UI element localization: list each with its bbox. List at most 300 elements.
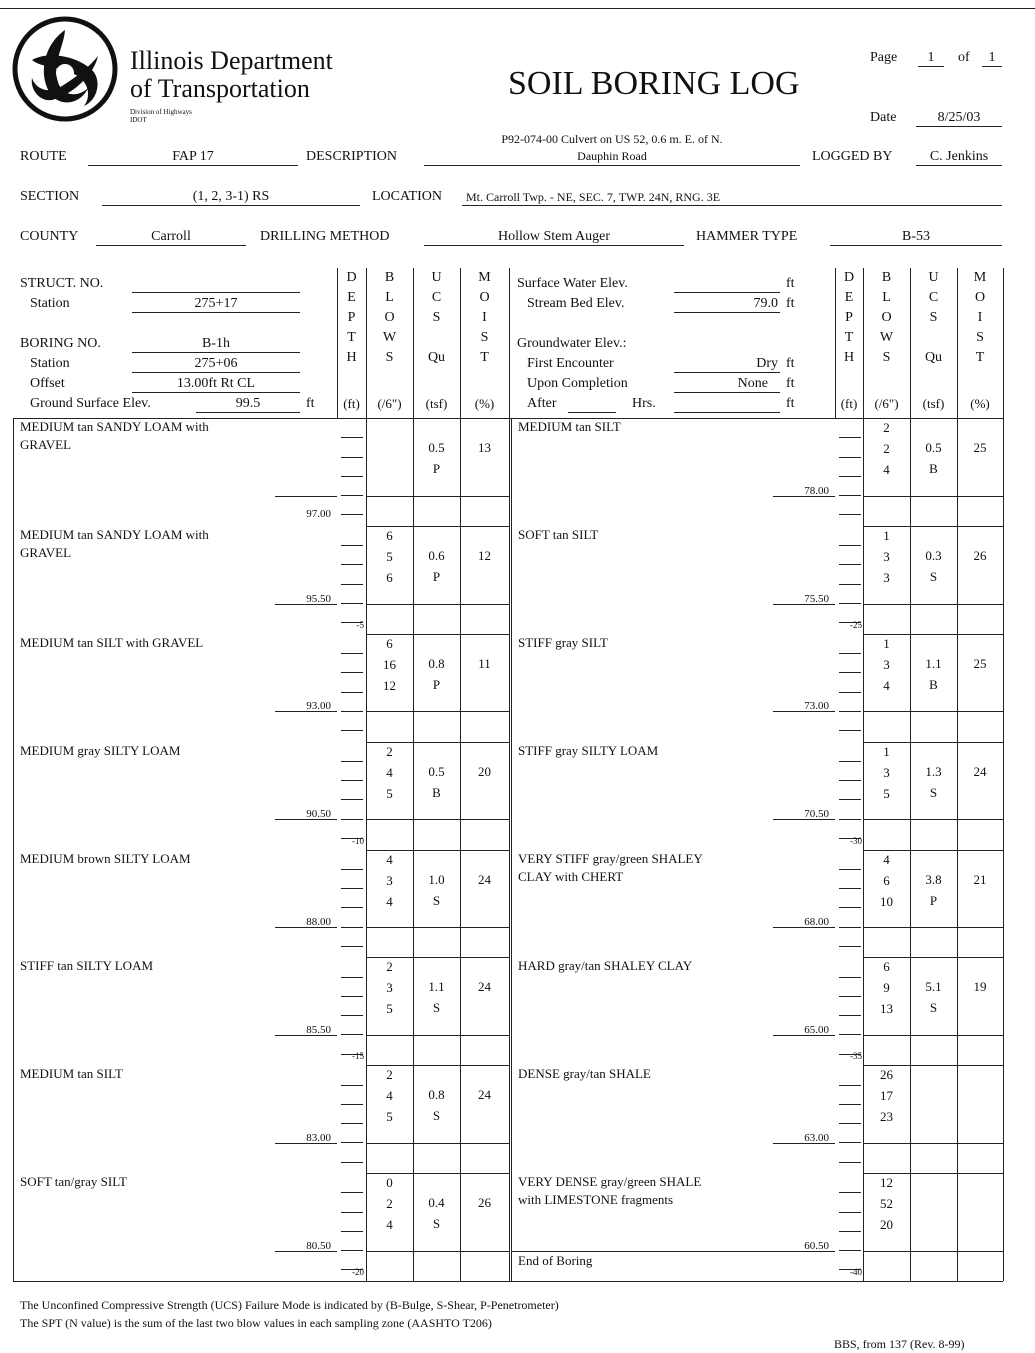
depth-mark: -40 <box>850 1267 862 1277</box>
drilling-method-value: Hollow Stem Auger <box>498 229 610 244</box>
sample-row-line <box>863 957 1003 958</box>
left-col-unit-blows: (/6") <box>377 396 402 411</box>
right-col-header-moist: T <box>975 350 985 365</box>
left-col-header-ucs: Qu <box>427 350 446 365</box>
depth-tick <box>839 1142 861 1143</box>
ucs-qu: 3.8 <box>925 871 942 887</box>
blow-count: 4 <box>386 764 393 780</box>
sample-zone-line <box>863 1035 1003 1036</box>
ground-elev-unit: ft <box>306 396 315 411</box>
grid-bottom-rule <box>13 1281 1003 1282</box>
sample-zone-line <box>863 1143 1003 1144</box>
offset-underline <box>132 392 300 393</box>
right-col-unit-ucs: (tsf) <box>922 396 945 411</box>
station2-underline <box>132 372 300 373</box>
blow-count: 6 <box>883 959 890 975</box>
left-col-header-moist: I <box>482 310 487 325</box>
blow-count: 3 <box>883 656 890 672</box>
sample-zone-line <box>863 927 1003 928</box>
depth-mark: -10 <box>352 835 364 846</box>
drilling-method-label: DRILLING METHOD <box>260 229 390 244</box>
sample-row-line <box>863 850 1003 851</box>
blow-count: 3 <box>883 569 890 585</box>
depth-mark: -35 <box>850 1051 862 1062</box>
location-underline <box>462 205 1002 206</box>
hammer-type-value: B-53 <box>902 229 930 244</box>
elev-leader-line <box>275 819 337 820</box>
layer-description-cont: with LIMESTONE fragments <box>518 1192 674 1208</box>
org-division: Division of Highways <box>130 108 192 116</box>
groundwater-label: Groundwater Elev.: <box>517 336 627 351</box>
layer-bottom-elev: 93.00 <box>306 700 331 713</box>
blow-count: 3 <box>386 980 393 996</box>
footer-note-spt: The SPT (N value) is the sum of the last two blow values in each sampling zone (AASHTO T206) <box>20 1316 492 1330</box>
depth-mark: -30 <box>850 835 862 846</box>
blow-count: 2 <box>386 959 393 975</box>
depth-tick <box>341 545 363 546</box>
depth-mark: -5 <box>356 619 364 630</box>
sample-row-line <box>366 850 509 851</box>
right-col-header-moist: I <box>977 310 983 325</box>
depth-tick <box>341 977 363 978</box>
grid-divider-2 <box>511 418 512 1281</box>
left-col-line <box>509 268 510 418</box>
depth-tick <box>839 946 861 947</box>
form-id: BBS, from 137 (Rev. 8-99) <box>834 1337 965 1351</box>
elev-leader-line <box>275 927 337 928</box>
left-col-header-blows: O <box>384 310 395 325</box>
description-line2: Dauphin Road <box>577 149 647 163</box>
sample-zone-line <box>863 819 1003 820</box>
offset-label: Offset <box>30 376 65 391</box>
logged-by-underline <box>916 165 1002 166</box>
moisture-value: 19 <box>973 979 987 995</box>
depth-tick <box>341 1142 363 1143</box>
depth-tick <box>839 514 861 515</box>
depth-tick <box>341 780 363 781</box>
depth-tick <box>341 564 363 565</box>
moisture-value: 11 <box>478 655 491 671</box>
depth-tick <box>839 1085 861 1086</box>
idot-logo <box>12 16 118 122</box>
page-title: SOIL BORING LOG <box>508 65 800 102</box>
depth-tick <box>341 1212 363 1213</box>
boring-no-value: B-1h <box>202 336 230 351</box>
depth-tick <box>839 1231 861 1232</box>
sample-row-line <box>863 742 1003 743</box>
sample-zone-line <box>366 496 509 497</box>
depth-tick <box>341 653 363 654</box>
layer-bottom-elev: 88.00 <box>306 916 331 929</box>
elev-leader-line <box>773 819 835 820</box>
blow-count: 5 <box>386 1001 393 1017</box>
right-col-header-blows: S <box>882 350 891 365</box>
depth-tick <box>839 564 861 565</box>
layer-bottom-elev: 63.00 <box>804 1131 829 1144</box>
after-value-underline <box>674 412 780 413</box>
date-underline <box>916 126 1002 127</box>
date-value: 8/25/03 <box>937 110 981 125</box>
description-label: DESCRIPTION <box>306 149 398 164</box>
layer-bottom-elev: 97.00 <box>306 507 331 520</box>
moisture-value: 25 <box>973 655 987 671</box>
offset-value: 13.00ft Rt CL <box>176 376 256 391</box>
ucs-failure-mode: S <box>432 1108 441 1124</box>
ucs-qu: 0.8 <box>428 1087 445 1103</box>
route-underline <box>88 165 298 166</box>
left-col-header-depth: T <box>347 330 356 345</box>
left-col-header-moist: S <box>480 330 489 345</box>
depth-tick <box>341 761 363 762</box>
sample-row-line <box>366 1065 509 1066</box>
ucs-qu: 1.1 <box>428 979 445 995</box>
depth-tick <box>839 819 861 820</box>
section-label: SECTION <box>20 189 80 204</box>
depth-tick <box>341 437 363 438</box>
layer-bottom-elev: 65.00 <box>804 1024 829 1037</box>
blow-count: 23 <box>880 1109 893 1125</box>
upon-completion-underline <box>674 392 780 393</box>
after-underline <box>568 412 616 413</box>
right-col-header-depth: H <box>843 350 855 365</box>
boring-no-label: BORING NO. <box>20 336 101 351</box>
upon-completion-label: Upon Completion <box>527 376 628 391</box>
blow-count: 3 <box>386 872 393 888</box>
depth-tick <box>341 927 363 928</box>
sample-zone-line <box>366 604 509 605</box>
blow-count: 4 <box>883 677 890 693</box>
ucs-failure-mode: P <box>432 568 441 584</box>
surface-water-unit: ft <box>786 276 795 291</box>
right-col-header-blows: L <box>882 290 891 305</box>
sample-zone-line <box>366 711 509 712</box>
left-col-unit-moist: (%) <box>474 396 495 411</box>
right-col-header-depth: P <box>845 310 853 325</box>
ucs-failure-mode: P <box>432 461 441 476</box>
depth-tick <box>839 653 861 654</box>
end-of-boring-rule <box>511 1251 835 1252</box>
depth-tick <box>839 869 861 870</box>
depth-tick <box>839 545 861 546</box>
blow-count: 16 <box>383 656 396 672</box>
blow-count: 2 <box>386 1196 393 1212</box>
blow-count: 2 <box>883 420 890 435</box>
ucs-failure-mode: P <box>432 676 441 692</box>
layer-description: DENSE gray/tan SHALE <box>518 1066 651 1082</box>
ucs-failure-mode: B <box>432 784 441 800</box>
blow-count: 4 <box>386 1217 393 1233</box>
right-col-header-moist: S <box>976 330 984 345</box>
sample-row-line <box>366 634 509 635</box>
first-encounter-underline <box>674 372 780 373</box>
depth-tick <box>839 1250 861 1251</box>
depth-tick <box>341 946 363 947</box>
sample-row-line <box>863 634 1003 635</box>
elev-leader-line <box>773 1035 835 1036</box>
left-col-header-blows: B <box>384 270 395 285</box>
left-col-header-moist: T <box>480 350 489 365</box>
depth-tick <box>341 1015 363 1016</box>
sample-zone-line <box>863 711 1003 712</box>
layer-description: MEDIUM tan SILT <box>20 1066 123 1082</box>
blow-count: 17 <box>880 1088 893 1104</box>
blow-count: 6 <box>386 527 393 543</box>
first-encounter-unit: ft <box>786 356 795 371</box>
right-col-header-depth: E <box>844 290 854 305</box>
ground-elev-label: Ground Surface Elev. <box>30 396 151 411</box>
depth-tick <box>839 495 861 496</box>
depth-tick <box>341 1162 363 1163</box>
right-col-header-moist: M <box>973 270 987 285</box>
footer-note-ucs: The Unconfined Compressive Strength (UCS) Failure Mode is indicated by (B-Bulge, S-Shear, P-Penetrometer) <box>20 1298 559 1312</box>
left-col-header-depth: E <box>347 290 356 305</box>
elev-leader-line <box>275 496 337 497</box>
drilling-method-underline <box>424 245 684 246</box>
depth-tick <box>341 457 363 458</box>
blow-count: 26 <box>880 1067 893 1083</box>
elev-leader-line <box>773 927 835 928</box>
depth-tick <box>839 799 861 800</box>
depth-tick <box>839 1123 861 1124</box>
layer-description: MEDIUM gray SILTY LOAM <box>20 742 181 758</box>
layer-bottom-elev: 68.00 <box>804 916 829 929</box>
depth-tick <box>839 672 861 673</box>
depth-mark: -20 <box>352 1267 364 1277</box>
left-col-header-ucs: U <box>431 270 442 285</box>
location-value: Mt. Carroll Twp. - NE, SEC. 7, TWP. 24N, RNG. 3E <box>466 190 721 204</box>
ucs-qu: 1.3 <box>925 763 942 779</box>
left-col-header-moist: O <box>479 290 490 305</box>
blow-count: 3 <box>883 548 890 564</box>
sample-zone-line <box>366 927 509 928</box>
depth-tick <box>341 1192 363 1193</box>
layer-description: MEDIUM tan SANDY LOAM with <box>20 526 209 542</box>
blow-count: 4 <box>386 893 393 909</box>
route-label: ROUTE <box>20 149 67 164</box>
county-label: COUNTY <box>20 229 79 244</box>
logged-by-label: LOGGED BY <box>812 149 893 164</box>
blow-count: 0 <box>386 1175 393 1191</box>
depth-tick <box>839 1192 861 1193</box>
after-unit: ft <box>786 396 795 411</box>
blow-count: 10 <box>880 893 893 909</box>
sample-row-line <box>863 1173 1003 1174</box>
org-abbrev: IDOT <box>130 116 147 124</box>
layer-bottom-elev: 73.00 <box>804 700 829 713</box>
blow-count: 3 <box>883 764 890 780</box>
right-col-header-ucs: C <box>928 290 939 305</box>
moisture-value: 20 <box>478 763 491 779</box>
layer-bottom-elev: 75.50 <box>804 592 829 605</box>
depth-tick <box>341 1104 363 1105</box>
layer-bottom-elev: 95.50 <box>306 592 331 605</box>
ucs-failure-mode: S <box>929 568 938 584</box>
right-col-header-blows: O <box>881 310 892 325</box>
sample-row-line <box>366 957 509 958</box>
depth-tick <box>839 603 861 604</box>
org-name-line1: Illinois Department <box>130 46 333 75</box>
after-hrs-label: Hrs. <box>632 396 656 411</box>
ucs-failure-mode: S <box>432 1216 441 1232</box>
sample-zone-line <box>366 1251 509 1252</box>
county-underline <box>96 245 246 246</box>
depth-tick <box>341 1123 363 1124</box>
blow-count: 12 <box>880 1175 893 1191</box>
left-col-header-depth: H <box>346 350 357 365</box>
ucs-qu: 0.8 <box>428 655 445 671</box>
blow-count: 1 <box>883 635 890 651</box>
ucs-failure-mode: S <box>929 1000 938 1016</box>
moisture-value: 21 <box>973 871 987 887</box>
page-number-underline <box>918 66 944 67</box>
blow-count: 5 <box>386 785 393 801</box>
left-col-header-blows: W <box>382 330 397 345</box>
sample-zone-line <box>863 496 1003 497</box>
layer-description: MEDIUM tan SILT with GRAVEL <box>20 634 204 650</box>
depth-tick <box>341 1231 363 1232</box>
right-col-header-depth: T <box>844 330 854 345</box>
ucs-qu: 0.4 <box>428 1195 445 1211</box>
upon-completion-value: None <box>737 376 768 391</box>
layer-description: STIFF gray SILTY LOAM <box>518 742 659 758</box>
depth-tick <box>839 711 861 712</box>
date-label: Date <box>870 110 897 125</box>
layer-description-cont: GRAVEL <box>20 544 72 560</box>
struct-no-label: STRUCT. NO. <box>20 276 104 291</box>
stream-bed-label: Stream Bed Elev. <box>527 296 625 311</box>
sample-zone-line <box>366 819 509 820</box>
section-underline <box>102 205 360 206</box>
depth-tick <box>341 1034 363 1035</box>
elev-leader-line <box>275 711 337 712</box>
elev-leader-line <box>275 604 337 605</box>
layer-bottom-elev: 60.50 <box>804 1239 829 1252</box>
sample-row-line <box>366 742 509 743</box>
left-col-unit-ucs: (tsf) <box>425 396 448 411</box>
right-col-unit-moist: (%) <box>970 396 990 411</box>
ucs-qu: 1.0 <box>428 871 445 887</box>
location-label: LOCATION <box>372 189 442 204</box>
depth-tick <box>839 457 861 458</box>
grid-divider <box>509 418 510 1281</box>
layer-description: SOFT tan/gray SILT <box>20 1174 127 1190</box>
blow-count: 1 <box>883 527 890 543</box>
first-encounter-label: First Encounter <box>527 356 614 371</box>
depth-tick <box>341 907 363 908</box>
layer-description: VERY DENSE gray/green SHALE <box>518 1174 702 1190</box>
blow-count: 2 <box>386 1067 393 1083</box>
top-rule <box>0 8 1035 9</box>
section-value: (1, 2, 3-1) RS <box>192 189 270 204</box>
ucs-failure-mode: P <box>929 892 938 908</box>
moisture-value: 24 <box>478 979 491 995</box>
sample-row-line <box>366 1173 509 1174</box>
blow-count: 4 <box>883 462 890 477</box>
sample-row-line <box>863 1065 1003 1066</box>
depth-tick <box>839 927 861 928</box>
depth-tick <box>839 437 861 438</box>
moisture-value: 13 <box>478 440 491 455</box>
boring-no-underline <box>132 352 300 353</box>
right-col-line <box>1003 268 1004 418</box>
surface-water-underline <box>674 292 780 293</box>
depth-tick <box>341 603 363 604</box>
depth-tick <box>839 476 861 477</box>
after-label: After <box>527 396 557 411</box>
depth-tick <box>341 672 363 673</box>
left-col-unit-depth: (ft) <box>343 396 360 411</box>
depth-tick <box>839 1212 861 1213</box>
elev-leader-line <box>773 711 835 712</box>
blow-count: 1 <box>883 743 890 759</box>
left-col-header-depth: D <box>346 270 357 285</box>
ucs-failure-mode: B <box>929 676 938 692</box>
elev-leader-line <box>275 1143 337 1144</box>
layer-description: VERY STIFF gray/green SHALEY <box>518 850 703 866</box>
depth-mark: -25 <box>850 619 862 630</box>
elev-leader-line <box>275 1035 337 1036</box>
page-total: 1 <box>988 50 996 65</box>
depth-tick <box>341 799 363 800</box>
elev-leader-line <box>275 1251 337 1252</box>
stream-bed-unit: ft <box>786 296 795 311</box>
moisture-value: 25 <box>973 440 987 455</box>
sample-zone-line <box>863 604 1003 605</box>
blow-count: 2 <box>386 743 393 759</box>
depth-tick <box>839 761 861 762</box>
layer-description: STIFF tan SILTY LOAM <box>20 958 154 974</box>
moisture-value: 26 <box>973 547 987 563</box>
layer-bottom-elev: 80.50 <box>306 1239 331 1252</box>
blow-count: 4 <box>883 851 890 867</box>
right-col-header-moist: O <box>974 290 986 305</box>
hammer-type-underline <box>830 245 1002 246</box>
sample-row-line <box>863 526 1003 527</box>
layer-bottom-elev: 83.00 <box>306 1131 331 1144</box>
of-label: of <box>958 50 970 65</box>
depth-tick <box>839 907 861 908</box>
depth-tick <box>341 495 363 496</box>
layer-description: MEDIUM tan SANDY LOAM with <box>20 419 209 434</box>
right-col-header-depth: D <box>843 270 855 285</box>
blow-count: 9 <box>883 980 890 996</box>
depth-tick <box>839 584 861 585</box>
blow-count: 6 <box>386 569 393 585</box>
depth-mark: -15 <box>352 1051 364 1062</box>
grid-left-border <box>13 418 14 1281</box>
depth-tick <box>839 692 861 693</box>
moisture-value: 12 <box>478 547 491 563</box>
left-col-header-blows: S <box>385 350 394 365</box>
page-number: 1 <box>927 50 935 65</box>
stream-bed-underline <box>674 312 780 313</box>
ucs-qu: 0.5 <box>428 440 445 455</box>
moisture-value: 26 <box>478 1195 491 1211</box>
depth-tick <box>341 584 363 585</box>
elev-leader-line <box>773 604 835 605</box>
layer-description: HARD gray/tan SHALEY CLAY <box>518 958 693 974</box>
ground-elev-underline <box>196 412 300 413</box>
layer-bottom-elev: 90.50 <box>306 808 331 821</box>
right-col-header-ucs: U <box>928 270 939 285</box>
station2-value: 275+06 <box>194 356 238 371</box>
blow-count: 12 <box>383 677 396 693</box>
grid-right-border <box>1003 418 1004 1281</box>
description-line1: P92-074-00 Culvert on US 52, 0.6 m. E. of N. <box>501 132 723 146</box>
layer-bottom-elev: 85.50 <box>306 1024 331 1037</box>
sample-zone-line <box>366 1143 509 1144</box>
upon-completion-unit: ft <box>786 376 795 391</box>
